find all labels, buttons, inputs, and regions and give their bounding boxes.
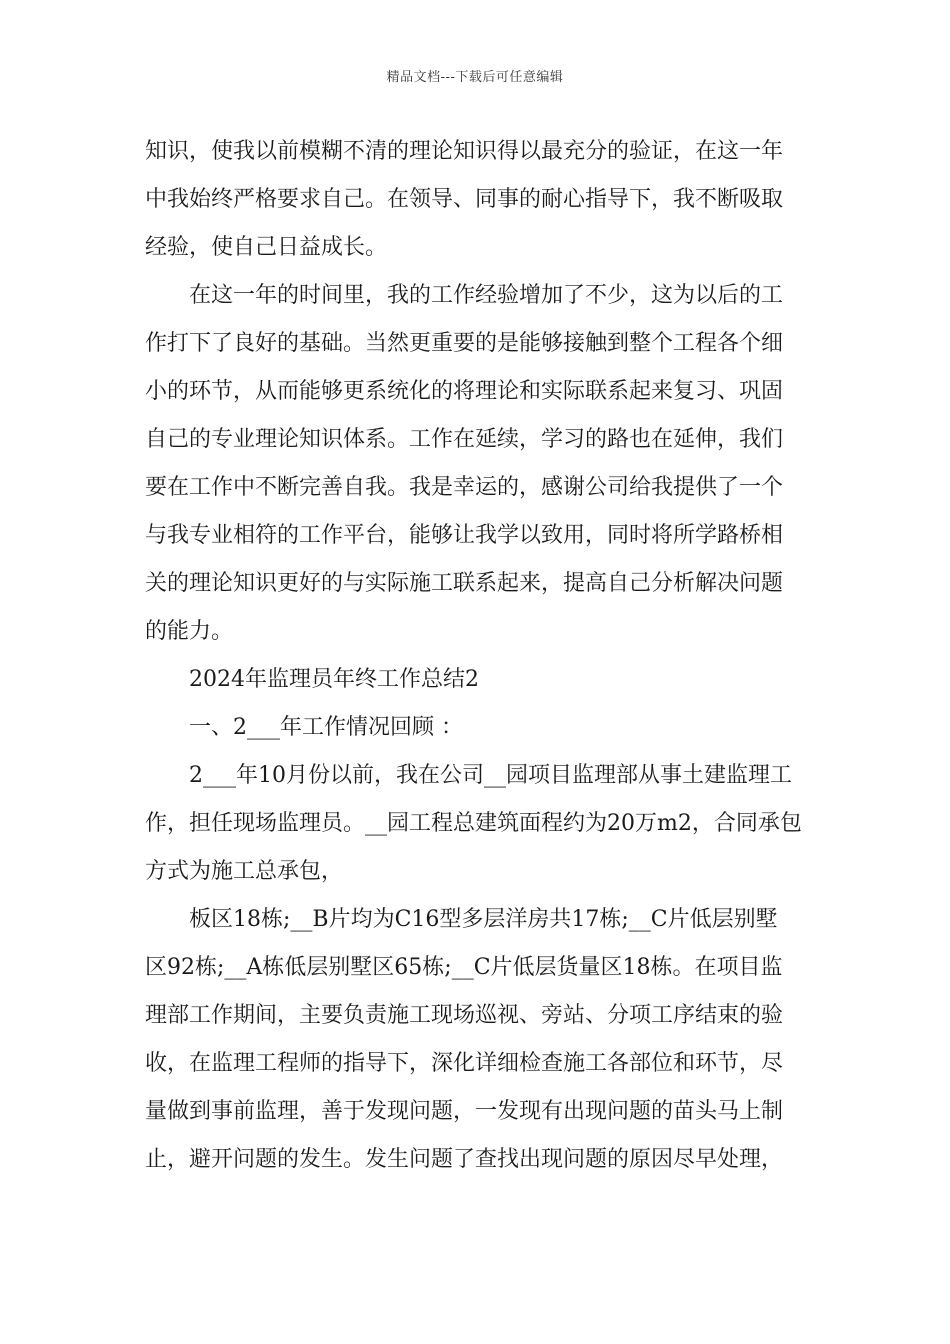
section-heading: 一、2___年工作情况回顾 ： [189, 715, 463, 740]
text-line: 与我专业相符的工作平台，能够让我学以致用，同时将所学路桥相 [145, 523, 784, 548]
text-line: 作打下了良好的基础。当然更重要的是能够接触到整个工程各个细 [145, 331, 784, 356]
text-line: 方式为施工总承包， [145, 859, 344, 884]
text-line: 止，避开问题的发生。发生问题了查找出现问题的原因尽早处理， [145, 1147, 784, 1172]
text-line: 的能力。 [145, 619, 234, 644]
text-line: 区92栋;__A栋低层别墅区65栋;__C片低层货量区18栋。在项目监 [145, 955, 783, 980]
text-line: 量做到事前监理，善于发现问题，一发现有出现问题的苗头马上制 [145, 1099, 784, 1124]
text-line: 关的理论知识更好的与实际施工联系起来，提高自己分析解决问题 [145, 571, 784, 596]
text-line: 经验，使自己日益成长。 [145, 235, 388, 260]
page-header: 精品文档---下载后可任意编辑 [386, 70, 564, 85]
text-line: 在这一年的时间里，我的工作经验增加了不少，这为以后的工 [189, 283, 784, 308]
text-line: 中我始终严格要求自己。在领导、同事的耐心指导下，我不断吸取 [145, 187, 784, 212]
text-line: 作，担任现场监理员。__园工程总建筑面程约为20万m2，合同承包 [145, 811, 802, 836]
document-body [145, 128, 805, 1184]
text-line: 要在工作中不断完善自我。我是幸运的，感谢公司给我提供了一个 [145, 475, 784, 500]
section-title: 2024年监理员年终工作总结2 [189, 667, 479, 692]
text-line: 2___年10月份以前，我在公司__园项目监理部从事土建监理工 [189, 763, 792, 788]
text-line: 收，在监理工程师的指导下，深化详细检查施工各部位和环节，尽 [145, 1051, 784, 1076]
text-line: 知识，使我以前模糊不清的理论知识得以最充分的验证，在这一年 [145, 139, 784, 164]
text-line: 小的环节，从而能够更系统化的将理论和实际联系起来复习、巩固 [145, 379, 784, 404]
text-line: 板区18栋;__B片均为C16型多层洋房共17栋;__C片低层别墅 [189, 907, 778, 932]
text-line: 理部工作期间，主要负责施工现场巡视、旁站、分项工序结束的验 [145, 1003, 784, 1028]
text-line: 自己的专业理论知识体系。工作在延续，学习的路也在延伸，我们 [145, 427, 784, 452]
